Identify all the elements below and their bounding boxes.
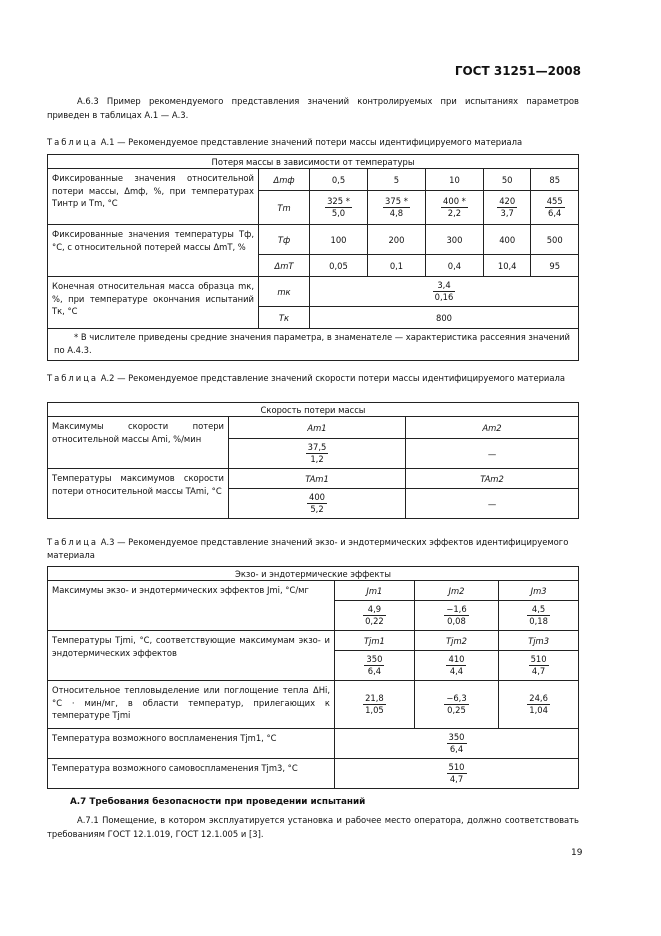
table3-row2-label: Температуры Tjmi, °С, соответствующие максимумам экзо- и эндотермических эффектов <box>48 631 335 681</box>
fraction <box>444 604 468 627</box>
denominator: 5,0 <box>331 208 346 218</box>
denominator: 6,4 <box>548 208 562 218</box>
table1-sym-tm: Tm <box>259 191 310 225</box>
table3-row4-label: Температура возможного воспламенения Tjm1, °С <box>48 729 335 759</box>
table3-row1-label: Максимумы экзо- и эндотермических эффектов Jmi, °С/мг <box>48 581 335 631</box>
numerator: 400 * <box>443 196 466 206</box>
table3-caption-text: А.3 — Рекомендуемое представление значений экзо- и эндотермических эффектов идентифицируемого материала <box>47 537 569 560</box>
numerator: 375 * <box>385 196 408 206</box>
denominator: 5,2 <box>310 504 324 514</box>
fraction <box>433 280 456 303</box>
section-paragraph: А.7.1 Помещение, в котором эксплуатируется установка и рабочее место оператора, должно соответствовать требованиям ГОСТ 12.1.019, ГОСТ 12.1.005 и [3]. <box>47 815 579 839</box>
table3-header: Экзо- и эндотермические эффекты <box>48 567 579 581</box>
fraction <box>446 654 466 677</box>
numerator: 510 <box>530 654 547 664</box>
numerator: 4,9 <box>363 604 386 616</box>
table3-caption <box>47 536 579 562</box>
numerator: 400 <box>309 492 325 502</box>
denominator: 0,25 <box>447 705 466 715</box>
fraction <box>527 604 550 627</box>
table2-sym-tam1: TAm1 <box>229 469 406 489</box>
table2-row1-label: Максимумы скорости потери относительной массы Ami, %/мин <box>48 417 229 469</box>
table1-cell: 95 <box>531 255 579 277</box>
table3-sym: Jm1 <box>335 581 415 601</box>
table1-cell: 0,5 <box>310 169 368 191</box>
page-number: 19 <box>571 848 583 858</box>
table3-sym: Tjm2 <box>414 631 498 651</box>
numerator: 455 <box>546 196 563 206</box>
table1-cell: 85 <box>531 169 579 191</box>
table3-sym: Tjm1 <box>335 631 415 651</box>
table2-caption <box>47 372 579 385</box>
denominator: 3,7 <box>500 208 514 218</box>
denominator: 4,7 <box>531 666 546 676</box>
table2-sym-am2: Am2 <box>406 417 579 439</box>
table1-cell: 0,05 <box>310 255 368 277</box>
denominator: 0,18 <box>529 616 548 626</box>
fraction <box>545 196 565 219</box>
fraction <box>497 196 517 219</box>
standard-number: ГОСТ 31251—2008 <box>454 64 581 78</box>
table-a1 <box>47 154 579 361</box>
table1-sym-dm-t: ΔmT <box>259 255 310 277</box>
table1-cell: 10 <box>425 169 483 191</box>
denominator: 1,04 <box>529 705 548 715</box>
numerator: −1,6 <box>446 604 467 614</box>
section-title: А.7 Требования безопасности при проведении испытаний <box>70 797 366 807</box>
table2-sym-am1: Am1 <box>229 417 406 439</box>
table1-cell: 5 <box>367 169 425 191</box>
fraction <box>527 693 550 716</box>
table2-caption-text: А.2 — Рекомендуемое представление значений скорости потери массы идентифицируемого материала <box>98 373 565 383</box>
table1-sym-tk: Tк <box>259 307 310 329</box>
fraction <box>363 604 386 627</box>
table2-sym-tam2: TAm2 <box>406 469 579 489</box>
table-a3 <box>47 566 579 789</box>
fraction <box>306 442 329 465</box>
numerator: 350 <box>366 654 383 664</box>
table3-caption-prefix: Таблица <box>47 537 99 547</box>
table1-caption <box>47 136 579 149</box>
table1-cell: 0,1 <box>367 255 425 277</box>
fraction <box>383 196 410 219</box>
table2-row2-label: Температуры максимумов скорости потери относительной массы TAmi, °С <box>48 469 229 519</box>
table3-block <box>47 566 579 789</box>
numerator: −6,3 <box>446 693 467 703</box>
table2-block <box>47 402 579 519</box>
table1-cell: 200 <box>367 225 425 255</box>
table2-caption-prefix: Таблица <box>47 373 99 383</box>
fraction <box>307 492 327 515</box>
denominator: 0,08 <box>447 616 466 626</box>
table1-row1-label: Фиксированные значения относительной потери массы, Δmф, %, при температурах Tинтр и Tm, °С <box>48 169 259 225</box>
table1-cell: 400 <box>483 225 530 255</box>
table3-sym: Tjm3 <box>499 631 579 651</box>
table1-row3-label: Конечная относительная масса образца mк, %, при температуре окончания испытаний Tк, °С <box>48 277 259 329</box>
table1-cell: 100 <box>310 225 368 255</box>
denominator: 1,05 <box>365 705 384 715</box>
table1-caption-prefix: Таблица <box>47 137 99 147</box>
table1-footnote: * В числителе приведены средние значения параметра, в знаменателе — характеристика рассеяния значений по А.4.3. <box>48 329 579 361</box>
table2-dash: — <box>406 489 579 519</box>
fraction <box>364 654 384 677</box>
numerator: 3,4 <box>433 280 456 292</box>
denominator: 2,2 <box>447 208 462 218</box>
fraction <box>363 693 386 716</box>
table3-row5-label: Температура возможного самовоспламенения Tjm3, °С <box>48 759 335 789</box>
table1-sym-mk: mк <box>259 277 310 307</box>
fraction <box>441 196 468 219</box>
fraction <box>447 732 467 755</box>
table3-row3-label: Относительное тепловыделение или поглощение тепла ΔHi, °С · мин/мг, в области температур, прилегающих к температуре Tjmi <box>48 681 335 729</box>
denominator: 0,16 <box>434 292 454 302</box>
table2-header: Скорость потери массы <box>48 403 579 417</box>
numerator: 37,5 <box>307 442 327 452</box>
denominator: 0,22 <box>365 616 384 626</box>
numerator: 510 <box>448 762 465 772</box>
table1-cell: 800 <box>310 307 579 329</box>
fraction <box>325 196 352 219</box>
table1-cell: 500 <box>531 225 579 255</box>
table1-cell: 50 <box>483 169 530 191</box>
table1-cell: 10,4 <box>483 255 530 277</box>
denominator: 1,2 <box>310 454 324 464</box>
numerator: 4,5 <box>527 604 550 616</box>
intro-paragraph: А.6.3 Пример рекомендуемого представления значений контролируемых при испытаниях параметров приведен в таблицах А.1 — А.3. <box>47 96 579 120</box>
table1-sym-t-phi: Tф <box>259 225 310 255</box>
denominator: 4,7 <box>449 774 464 784</box>
fraction <box>447 762 467 785</box>
table3-sym: Jm3 <box>499 581 579 601</box>
numerator: 410 <box>448 654 465 664</box>
table1-caption-text: А.1 — Рекомендуемое представление значений потери массы идентифицируемого материала <box>98 137 523 147</box>
denominator: 4,8 <box>389 208 404 218</box>
fraction <box>444 693 468 716</box>
numerator: 420 <box>499 196 516 206</box>
numerator: 21,8 <box>365 693 384 703</box>
fraction <box>529 654 549 677</box>
table1-row2-label: Фиксированные значения температуры Tф, °С, с относительной потерей массы ΔmT, % <box>48 225 259 277</box>
numerator: 24,6 <box>529 693 548 703</box>
denominator: 6,4 <box>449 744 464 754</box>
table1-sym-dm-phi: Δmф <box>259 169 310 191</box>
numerator: 350 <box>448 732 465 742</box>
table1-cell: 300 <box>425 225 483 255</box>
table1-header: Потеря массы в зависимости от температуры <box>48 155 579 169</box>
table2-dash: — <box>406 439 579 469</box>
denominator: 6,4 <box>367 666 382 676</box>
table1-block <box>47 154 579 361</box>
table3-sym: Jm2 <box>414 581 498 601</box>
table-a2 <box>47 402 579 519</box>
denominator: 4,4 <box>449 666 464 676</box>
numerator: 325 * <box>327 196 350 206</box>
table1-cell: 0,4 <box>425 255 483 277</box>
